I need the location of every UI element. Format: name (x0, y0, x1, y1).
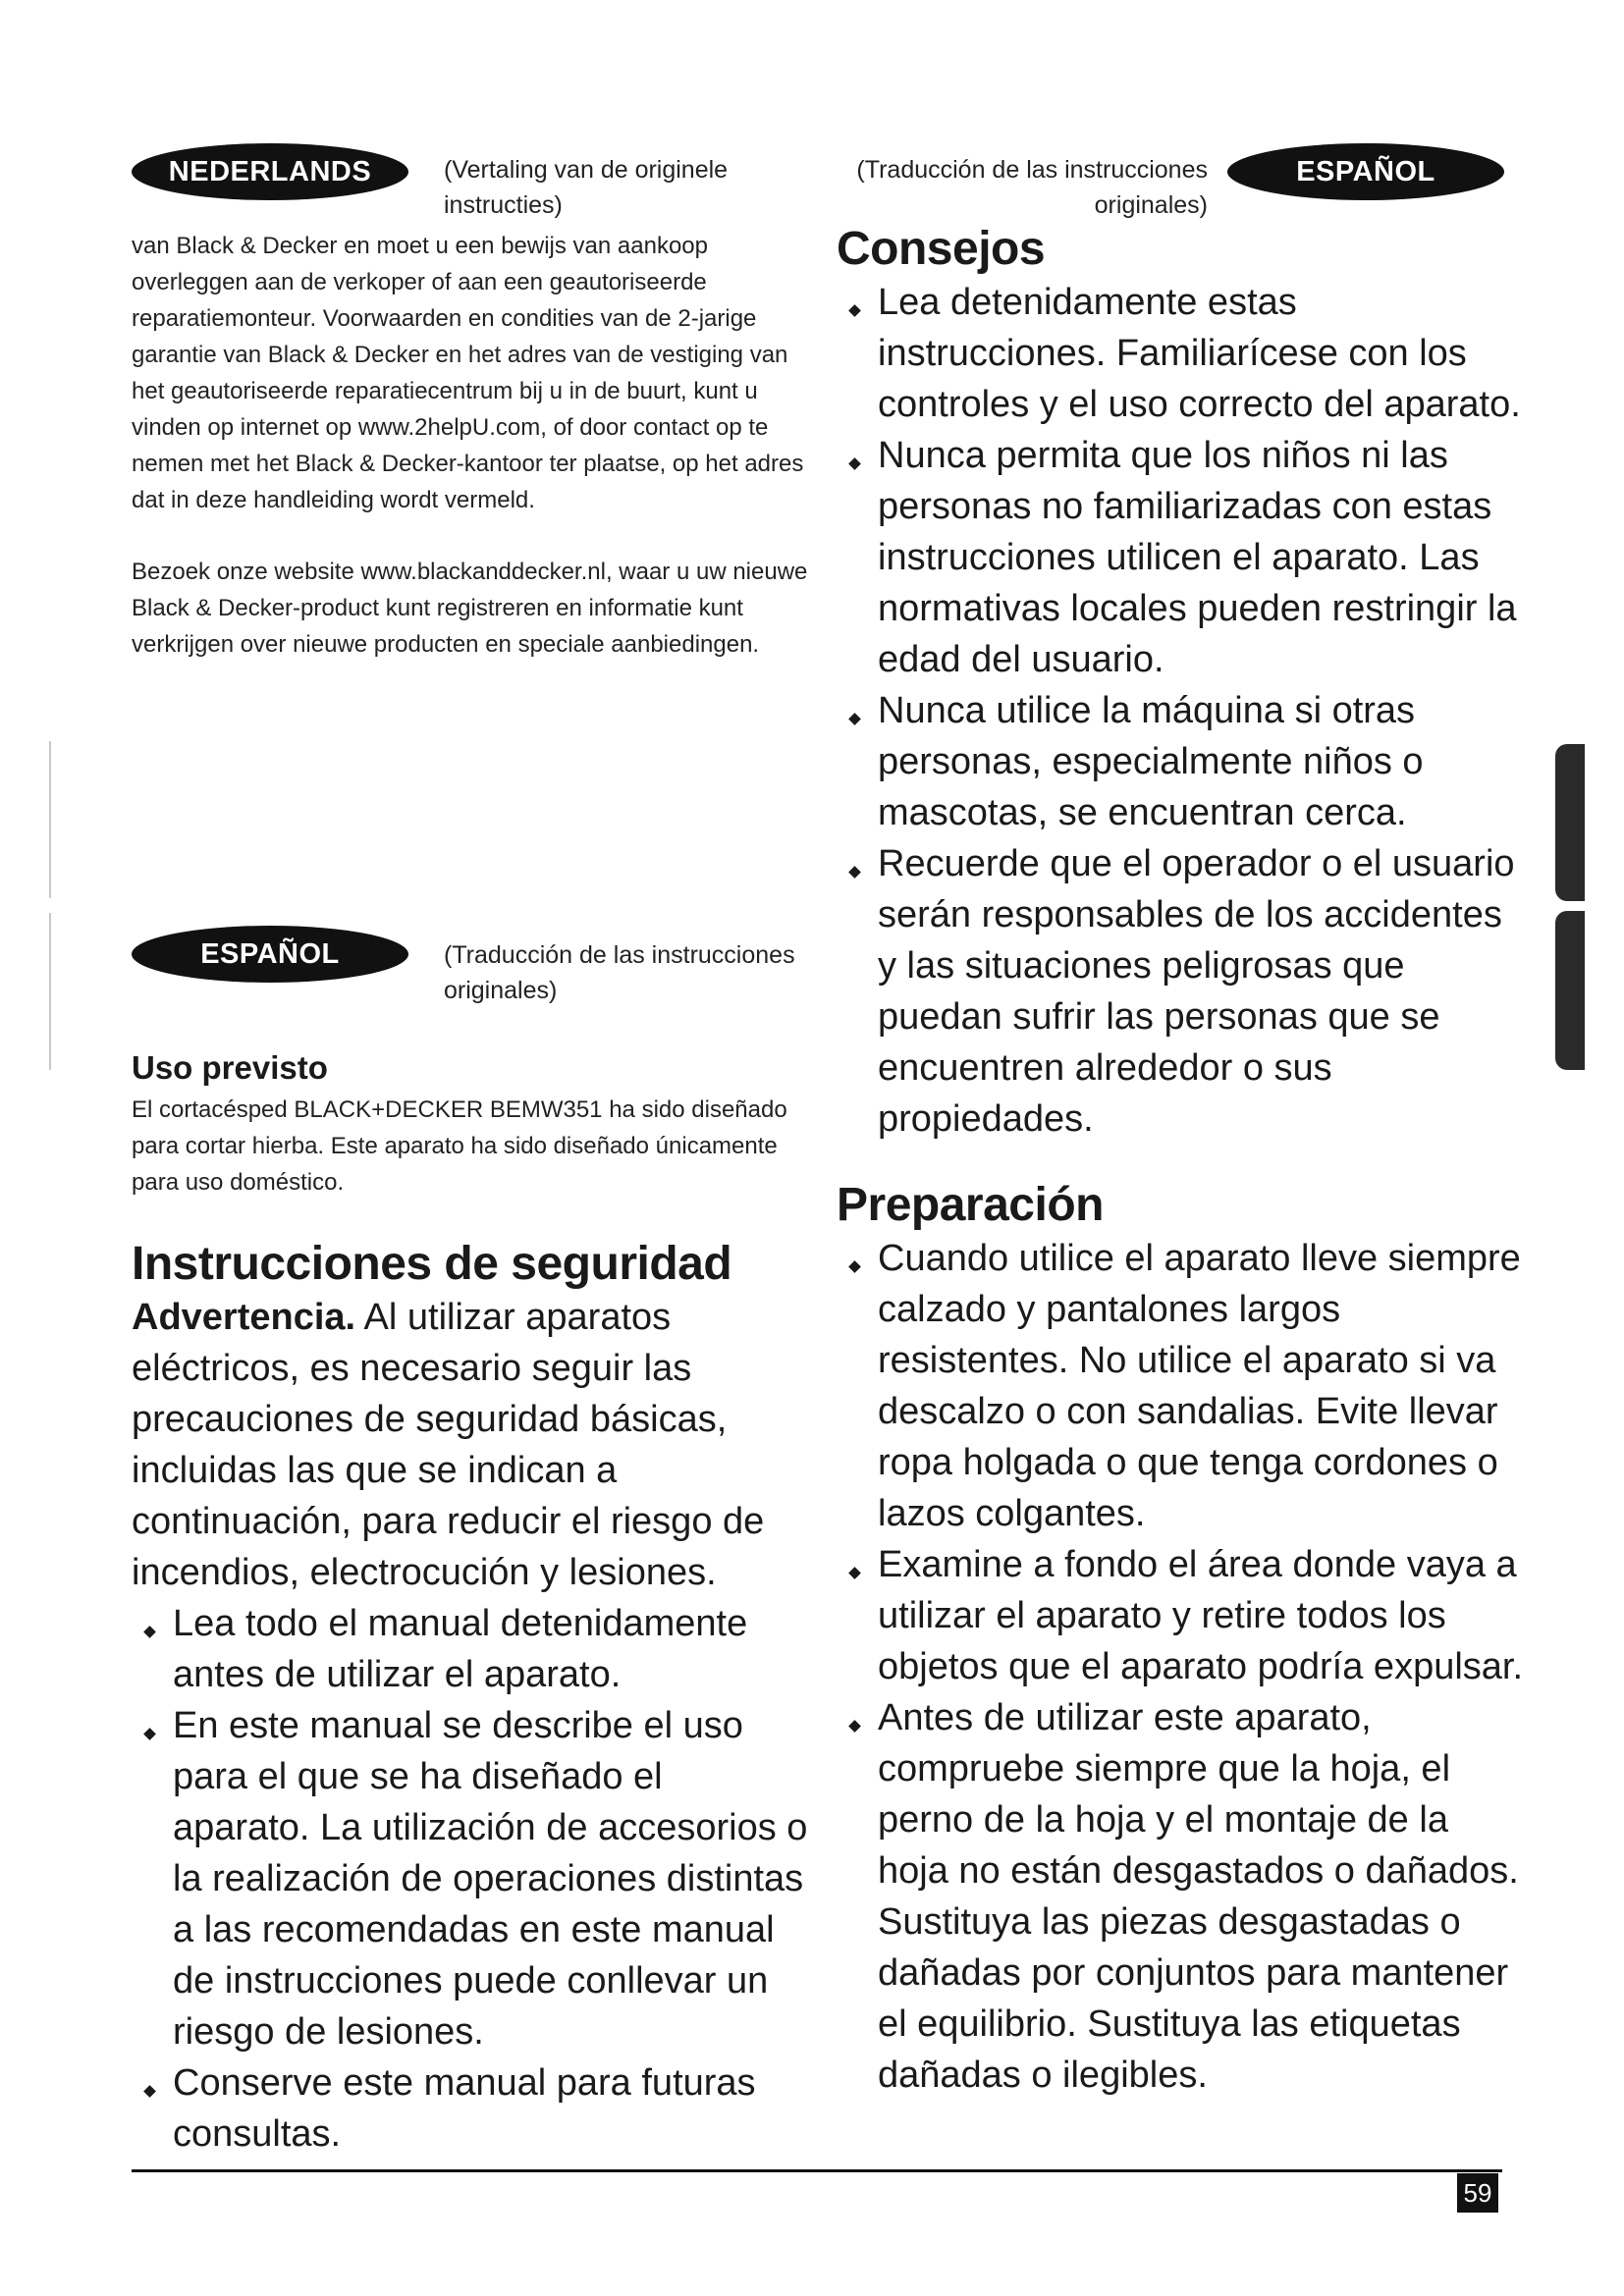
list-item: En este manual se describe el uso para el que se ha diseñado el aparato. La utilización de accesorios o la realización de operaciones distintas a las recomendadas en este manual de instrucciones puede conllevar un riesgo de lesiones. (132, 1700, 809, 2057)
nl-text-block (132, 228, 809, 663)
safety-warning-paragraph (132, 1292, 809, 1598)
diamond-bullet-icon (848, 1720, 861, 1733)
diamond-bullet-icon (143, 1728, 156, 1740)
diamond-bullet-icon (143, 2085, 156, 2098)
nl-warranty-paragraph: van Black & Decker en moet u een bewijs van aankoop overleggen aan de verkoper of aan een geautoriseerde reparatiemonteur. Voorwaarden en condities van de 2-jarige garantie van Black & Decker en het adres van de vestiging van het geautoriseerde reparatiecentrum bij u in de buurt, kunt u vinden op internet op www.2helpU.com, of door contact op te nemen met het Black & Decker-kantoor ter plaatse, op het adres dat in deze handleiding wordt vermeld. (132, 233, 804, 513)
translation-note-line: (Vertaling van de originele (444, 156, 729, 184)
list-item: Examine a fondo el área donde vaya a utilizar el aparato y retire todos los objetos que el aparato podría expulsar. (837, 1539, 1524, 1692)
crop-mark-line (49, 741, 51, 898)
consejos-section (837, 222, 1524, 1145)
section-edge-tab (1555, 744, 1585, 901)
list-item: Nunca utilice la máquina si otras personas, especialmente niños o mascotas, se encuentran cerca. (837, 685, 1524, 838)
uso-previsto-heading: Uso previsto (132, 1049, 328, 1086)
preparacion-heading: Preparación (837, 1179, 1104, 1231)
uso-previsto-section (132, 1048, 809, 1201)
translation-note-es-right (854, 152, 1208, 223)
diamond-bullet-icon (848, 304, 861, 317)
list-item: Lea detenidamente estas instrucciones. Familiarícese con los controles y el uso correcto del aparato. (837, 277, 1524, 430)
translation-note-line: originales) (1094, 191, 1208, 219)
list-item: Cuando utilice el aparato lleve siempre calzado y pantalones largos resistentes. No utilice el aparato si va descalzo o con sandalias. Evite llevar ropa holgada o que tenga cordones o lazos colgantes. (837, 1233, 1524, 1539)
section-edge-tab (1555, 911, 1585, 1070)
preparacion-section (837, 1178, 1524, 2101)
list-item: Recuerde que el operador o el usuario serán responsables de los accidentes y las situaciones peligrosas que puedan sufrir las personas que se encuentren alrededor o sus propiedades. (837, 838, 1524, 1145)
translation-note-line: originales) (444, 977, 558, 1004)
list-item: Antes de utilizar este aparato, compruebe siempre que la hoja, el perno de la hoja y el montaje de la hoja no están desgastados o dañados. Sustituya las piezas desgastadas o dañadas por conjuntos para mantener el equilibrio. Sustituya las etiquetas dañadas o ilegibles. (837, 1692, 1524, 2101)
diamond-bullet-icon (848, 1567, 861, 1579)
translation-note-line: (Traducción de las instrucciones (444, 941, 795, 969)
consejos-bullet-list (837, 277, 1524, 1145)
translation-note-nl (444, 152, 728, 223)
preparacion-bullet-list (837, 1233, 1524, 2101)
translation-note-line: instructies) (444, 191, 563, 219)
uso-previsto-text: El cortacésped BLACK+DECKER BEMW351 ha sido diseñado para cortar hierba. Este aparato ha sido diseñado únicamente para uso doméstico. (132, 1096, 787, 1196)
list-item: Conserve este manual para futuras consultas. (132, 2057, 809, 2160)
nl-website-paragraph: Bezoek onze website www.blackanddecker.nl, waar u uw nieuwe Black & Decker-product kunt registreren en informatie kunt verkrijgen over nieuwe producten en speciale aanbiedingen. (132, 559, 808, 658)
language-badge-espanol-right: ESPAÑOL (1227, 143, 1504, 200)
translation-note-line: (Traducción de las instrucciones (856, 156, 1208, 184)
safety-heading: Instrucciones de seguridad (132, 1238, 732, 1290)
safety-section (132, 1237, 809, 2160)
page-number: 59 (1457, 2173, 1498, 2213)
safety-bullet-list (132, 1598, 809, 2160)
warning-text: Al utilizar aparatos eléctricos, es necesario seguir las precauciones de seguridad básicas, incluidas las que se indican a continuación, para reducir el riesgo de incendios, electrocución y lesiones. (132, 1297, 765, 1593)
diamond-bullet-icon (848, 457, 861, 470)
diamond-bullet-icon (143, 1626, 156, 1638)
language-badge-nederlands: NEDERLANDS (132, 143, 408, 200)
footer-rule (132, 2169, 1502, 2172)
diamond-bullet-icon (848, 866, 861, 879)
list-item: Nunca permita que los niños ni las personas no familiarizadas con estas instrucciones utilicen el aparato. Las normativas locales pueden restringir la edad del usuario. (837, 430, 1524, 685)
diamond-bullet-icon (848, 1260, 861, 1273)
warning-label: Advertencia. (132, 1297, 356, 1338)
language-badge-espanol: ESPAÑOL (132, 926, 408, 983)
diamond-bullet-icon (848, 713, 861, 725)
consejos-heading: Consejos (837, 223, 1046, 275)
translation-note-es (444, 937, 795, 1008)
crop-mark-line (49, 913, 51, 1070)
list-item: Lea todo el manual detenidamente antes de utilizar el aparato. (132, 1598, 809, 1700)
